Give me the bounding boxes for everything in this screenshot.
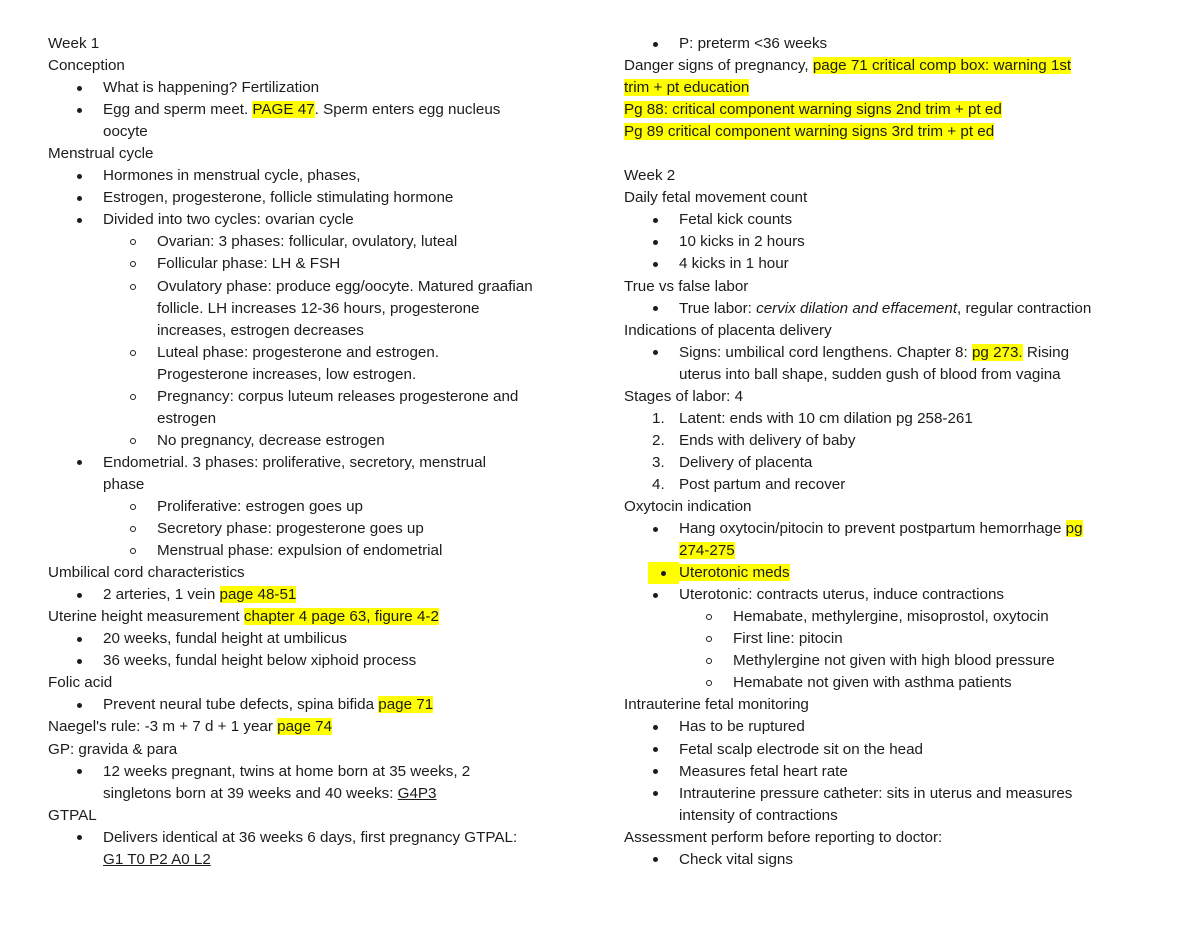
sub-list-item: Ovulatory phase: produce egg/oocyte. Matured graafian	[48, 276, 588, 298]
heading-stages-of-labor: Stages of labor: 4	[624, 387, 744, 405]
bullet-icon	[653, 593, 658, 598]
bullet-icon	[77, 835, 82, 840]
hollow-bullet-icon	[130, 261, 136, 267]
bullet-icon	[653, 218, 658, 223]
sub-list-item-continuation: increases, estrogen decreases	[157, 321, 364, 339]
bullet-icon	[77, 703, 82, 708]
list-item: Hormones in menstrual cycle, phases,	[48, 165, 588, 187]
sub-list-item: Menstrual phase: expulsion of endometrial	[48, 540, 588, 562]
bullet-icon	[653, 725, 658, 730]
heading-gp: GP: gravida & para	[48, 740, 178, 758]
highlighted-reference: 274-275	[679, 542, 735, 560]
bullet-icon	[77, 593, 82, 598]
bullet-icon	[653, 306, 658, 311]
heading-menstrual-cycle: Menstrual cycle	[48, 145, 154, 163]
numbered-item: 2. Ends with delivery of baby	[652, 431, 856, 449]
numbered-item: 3. Delivery of placenta	[652, 453, 813, 471]
list-item: What is happening? Fertilization	[48, 77, 588, 99]
list-item: 20 weeks, fundal height at umbilicus	[48, 628, 588, 650]
bullet-icon	[653, 769, 658, 774]
highlighted-reference: chapter 4 page 63, figure 4-2	[243, 608, 439, 626]
heading-conception: Conception	[48, 57, 125, 75]
hollow-bullet-icon	[706, 614, 712, 620]
heading-assessment: Assessment perform before reporting to doctor:	[624, 828, 943, 846]
heading-gtpal: GTPAL	[48, 806, 97, 824]
bullet-icon	[653, 350, 658, 355]
bullet-icon	[77, 769, 82, 774]
heading-week-1: Week 1	[48, 35, 100, 52]
bullet-icon	[653, 42, 658, 47]
bullet-icon	[653, 262, 658, 267]
hollow-bullet-icon	[130, 284, 136, 290]
sub-list-item: Pregnancy: corpus luteum releases progesterone and	[48, 386, 588, 408]
list-item: 12 weeks pregnant, twins at home born at 35 weeks, 2	[48, 761, 588, 783]
list-item-continuation: singletons born at 39 weeks and 40 weeks: G4P3	[103, 784, 437, 802]
list-item: 4 kicks in 1 hour	[624, 253, 1164, 275]
bullet-icon	[77, 196, 82, 201]
list-item: 10 kicks in 2 hours	[624, 231, 1164, 253]
bullet-icon	[661, 571, 666, 576]
list-item: Fetal kick counts	[624, 209, 1164, 231]
heading-uterine-height: Uterine height measurement chapter 4 page 63, figure 4-2	[48, 608, 439, 626]
list-item-continuation: phase	[103, 475, 145, 493]
list-item-continuation	[48, 849, 588, 871]
list-item: Measures fetal heart rate	[624, 761, 1164, 783]
sub-list-item: Luteal phase: progesterone and estrogen.	[48, 342, 588, 364]
numbered-item: 1. Latent: ends with 10 cm dilation pg 258-261	[652, 409, 973, 427]
hollow-bullet-icon	[706, 636, 712, 642]
list-item: Has to be ruptured	[624, 716, 1164, 738]
bullet-icon	[653, 240, 658, 245]
list-item: P: preterm <36 weeks	[624, 33, 1164, 55]
list-item: Endometrial. 3 phases: proliferative, secretory, menstrual	[48, 452, 588, 474]
list-item-continuation	[624, 540, 1164, 562]
sub-list-item: Proliferative: estrogen goes up	[48, 496, 588, 518]
bullet-icon	[77, 460, 82, 465]
bullet-icon	[77, 174, 82, 179]
bullet-icon	[653, 747, 658, 752]
heading-danger-signs: Danger signs of pregnancy, page 71 critical comp box: warning 1st	[624, 57, 1072, 75]
list-item: 2 arteries, 1 vein page 48-51	[48, 584, 588, 606]
heading-intrauterine-monitoring: Intrauterine fetal monitoring	[624, 696, 809, 714]
sub-list-item: Secretory phase: progesterone goes up	[48, 518, 588, 540]
hollow-bullet-icon	[706, 680, 712, 686]
sub-list-item-continuation: estrogen	[157, 409, 217, 427]
bullet-icon	[653, 791, 658, 796]
highlighted-line: trim + pt education	[624, 79, 750, 97]
bullet-icon	[77, 86, 82, 91]
list-item-continuation: oocyte	[103, 123, 148, 141]
hollow-bullet-icon	[130, 504, 136, 510]
heading-naegels-rule: Naegel's rule: -3 m + 7 d + 1 year page 74	[48, 718, 333, 736]
list-item: Divided into two cycles: ovarian cycle	[48, 209, 588, 231]
hollow-bullet-icon	[706, 658, 712, 664]
numbered-item: 4. Post partum and recover	[652, 475, 846, 493]
highlighted-reference: pg 273.	[971, 343, 1023, 361]
bullet-icon	[653, 857, 658, 862]
hollow-bullet-icon	[130, 526, 136, 532]
sub-list-item: Methylergine not given with high blood pressure	[624, 650, 1164, 672]
highlighted-reference: page 71 critical comp box: warning 1st	[812, 57, 1072, 75]
list-item: Intrauterine pressure catheter: sits in uterus and measures	[624, 783, 1164, 805]
bullet-icon	[77, 659, 82, 664]
heading-oxytocin: Oxytocin indication	[624, 497, 752, 515]
list-item: Fetal scalp electrode sit on the head	[624, 739, 1164, 761]
sub-list-item: Hemabate, methylergine, misoprostol, oxytocin	[624, 606, 1164, 628]
underlined-answer: G4P3	[397, 784, 437, 802]
heading-true-false-labor: True vs false labor	[624, 277, 749, 295]
list-item-continuation: uterus into ball shape, sudden gush of blood from vagina	[679, 365, 1061, 383]
list-item-continuation: intensity of contractions	[679, 806, 838, 824]
list-item: Hang oxytocin/pitocin to prevent postpartum hemorrhage pg	[624, 518, 1164, 540]
highlighted-line: Pg 89 critical component warning signs 3rd trim + pt ed	[624, 123, 995, 141]
highlighted-reference: page 71	[378, 696, 434, 714]
highlighted-reference: pg	[1065, 520, 1083, 538]
left-column	[48, 33, 588, 871]
sub-list-item: First line: pitocin	[624, 628, 1164, 650]
highlighted-reference: page 48-51	[219, 586, 297, 604]
highlighted-reference: PAGE 47	[252, 101, 315, 119]
list-item: Egg and sperm meet. PAGE 47. Sperm enters egg nucleus	[48, 99, 588, 121]
bullet-icon	[77, 637, 82, 642]
heading-week-2: Week 2	[624, 167, 676, 185]
blank-line	[624, 143, 1164, 165]
bullet-icon	[653, 527, 658, 532]
hollow-bullet-icon	[130, 548, 136, 554]
heading-placenta-delivery: Indications of placenta delivery	[624, 321, 832, 339]
list-item: Uterotonic: contracts uterus, induce contractions	[624, 584, 1164, 606]
hollow-bullet-icon	[130, 438, 136, 444]
list-item: Prevent neural tube defects, spina bifida page 71	[48, 694, 588, 716]
sub-list-item-continuation: follicle. LH increases 12-36 hours, progesterone	[157, 299, 480, 317]
bullet-icon	[77, 108, 82, 113]
sub-list-item: Ovarian: 3 phases: follicular, ovulatory, luteal	[48, 231, 588, 253]
highlighted-reference: page 74	[277, 718, 333, 736]
heading-umbilical-cord: Umbilical cord characteristics	[48, 564, 245, 582]
hollow-bullet-icon	[130, 394, 136, 400]
highlighted-line: Pg 88: critical component warning signs 2nd trim + pt ed	[624, 101, 1002, 119]
list-item-highlighted: Uterotonic meds	[624, 562, 1164, 584]
right-column	[624, 33, 1164, 871]
sub-list-item: Follicular phase: LH & FSH	[48, 253, 588, 275]
sub-list-item: No pregnancy, decrease estrogen	[48, 430, 588, 452]
bullet-icon	[77, 218, 82, 223]
sub-list-item-continuation: Progesterone increases, low estrogen.	[157, 365, 417, 383]
list-item: Check vital signs	[624, 849, 1164, 871]
heading-fetal-movement: Daily fetal movement count	[624, 189, 808, 207]
heading-folic-acid: Folic acid	[48, 674, 113, 692]
underlined-answer: G1 T0 P2 A0 L2	[103, 850, 211, 868]
list-item: Delivers identical at 36 weeks 6 days, first pregnancy GTPAL:	[48, 827, 588, 849]
list-item: Signs: umbilical cord lengthens. Chapter 8: pg 273. Rising	[624, 342, 1164, 364]
list-item: True labor: cervix dilation and effacement, regular contraction	[624, 298, 1164, 320]
list-item: 36 weeks, fundal height below xiphoid process	[48, 650, 588, 672]
hollow-bullet-icon	[130, 239, 136, 245]
list-item: Estrogen, progesterone, follicle stimulating hormone	[48, 187, 588, 209]
sub-list-item: Hemabate not given with asthma patients	[624, 672, 1164, 694]
hollow-bullet-icon	[130, 350, 136, 356]
